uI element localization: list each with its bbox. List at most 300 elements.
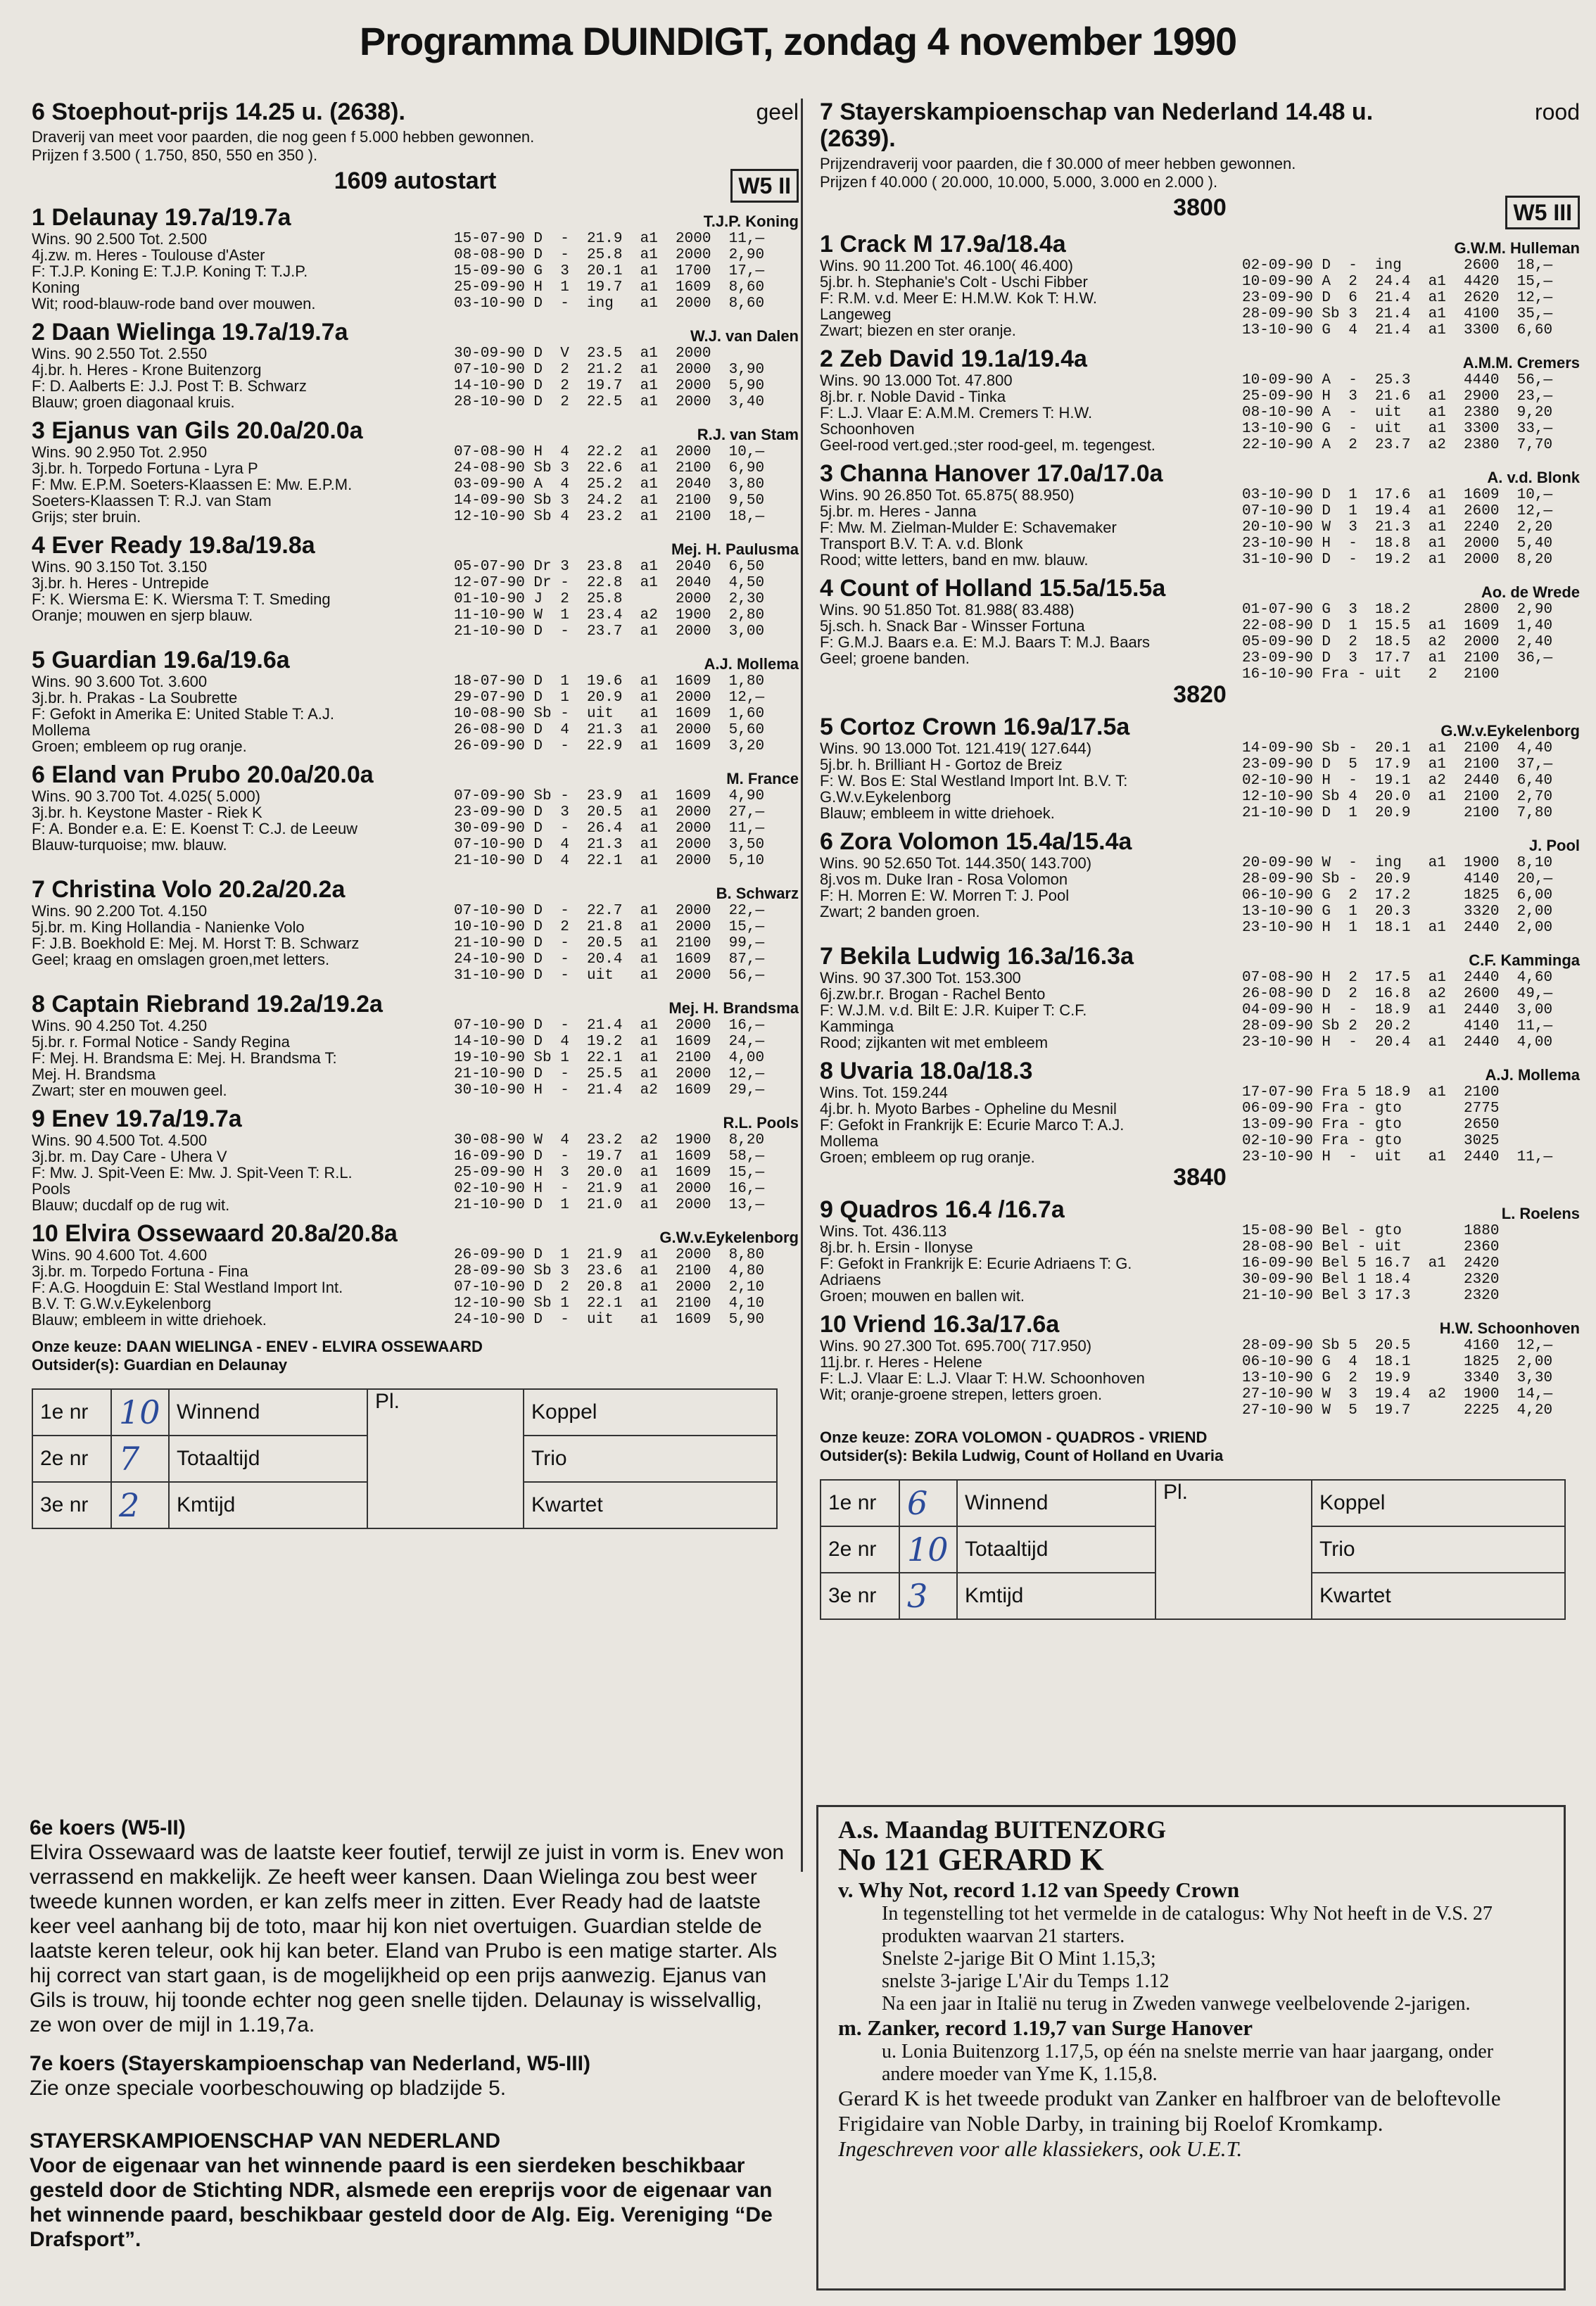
horse-header xyxy=(820,346,1580,372)
result-sheet xyxy=(820,1479,1566,1620)
section-heading: 7e koers (Stayerskampioenschap van Nederland, W5-III) xyxy=(30,2052,590,2075)
result-line: 25-09-90 H 3 21.6 a1 2900 23,— xyxy=(1242,388,1553,405)
horse-results xyxy=(454,559,799,640)
ad-line: v. Why Not, record 1.12 van Speedy Crown xyxy=(838,1877,1240,1902)
horse-body xyxy=(32,444,799,525)
race-title: 7 Stayerskampioenschap van Nederland 14.48 u. (2639). xyxy=(820,99,1374,152)
result-line: 26-09-90 D 1 21.9 a1 2000 8,80 xyxy=(454,1247,765,1263)
horse-name: 5 Guardian 19.6a/19.6a xyxy=(32,647,290,673)
result-line: 19-10-90 Sb 1 22.1 a1 2100 4,00 xyxy=(454,1050,765,1066)
horse-info-line: Blauw; embleem in witte driehoek. xyxy=(32,1311,267,1329)
result-line: 14-09-90 Sb 3 24.2 a1 2100 9,50 xyxy=(454,493,765,509)
trainer: A.J. Mollema xyxy=(704,655,799,673)
horse-name: 1 Delaunay 19.7a/19.7a xyxy=(32,204,291,231)
result-line: 11-10-90 W 1 23.4 a2 1900 2,80 xyxy=(454,607,765,623)
horse-header xyxy=(820,1058,1580,1084)
horse-info-line: Mollema xyxy=(820,1132,879,1150)
result-line: 13-10-90 G - uit a1 3300 33,— xyxy=(1242,421,1553,437)
result-line: 12-10-90 Sb 1 22.1 a1 2100 4,10 xyxy=(454,1295,765,1312)
trainer: T.J.P. Koning xyxy=(703,213,799,230)
result-line: 25-09-90 H 1 19.7 a1 1609 8,60 xyxy=(454,279,765,296)
result-line: 24-10-90 D - 20.4 a1 1609 87,— xyxy=(454,951,765,968)
result-line: 07-10-90 D - 22.7 a1 2000 22,— xyxy=(454,903,765,919)
handwritten-number[interactable]: 3 xyxy=(899,1573,957,1619)
horse-entry xyxy=(820,1311,1580,1419)
horse-results xyxy=(1242,487,1580,568)
result-line: 07-10-90 D 4 21.3 a1 2000 3,50 xyxy=(454,837,765,853)
result-line: 10-10-90 D 2 21.8 a1 2000 15,— xyxy=(454,919,765,935)
distance-row xyxy=(32,165,799,197)
horse-info-line: Wins. 90 26.850 Tot. 65.875( 88.950) xyxy=(820,486,1075,504)
result-line: 24-08-90 Sb 3 22.6 a1 2100 6,90 xyxy=(454,460,765,476)
result-line: 07-10-90 D 1 19.4 a1 2600 12,— xyxy=(1242,503,1553,519)
result-line: 21-10-90 D - 23.7 a1 2000 3,00 xyxy=(454,623,765,640)
horse-info-line: Oranje; mouwen en sjerp blauw. xyxy=(32,607,253,624)
race-header xyxy=(820,99,1580,152)
horse-info-line: Wins. 90 37.300 Tot. 153.300 xyxy=(820,969,1021,987)
horse-results xyxy=(454,788,799,869)
horse-body xyxy=(820,258,1580,338)
horse-entry xyxy=(32,417,799,525)
horse-header xyxy=(820,575,1580,602)
trainer: B. Schwarz xyxy=(716,885,799,902)
horse-info-line: Mollema xyxy=(32,721,91,739)
horse-header xyxy=(32,876,799,903)
horse-body xyxy=(32,1018,799,1098)
race-title: 6 Stoephout-prijs 14.25 u. (2638). xyxy=(32,99,405,125)
trainer: L. Roelens xyxy=(1501,1205,1580,1222)
horse-info-line: Wins. 90 51.850 Tot. 81.988( 83.488) xyxy=(820,601,1075,619)
horse-info xyxy=(820,1223,1242,1304)
result-line: 05-07-90 Dr 3 23.8 a1 2040 6,50 xyxy=(454,559,765,575)
horse-name: 8 Captain Riebrand 19.2a/19.2a xyxy=(32,991,383,1018)
horse-info-line: Wit; rood-blauw-rode band over mouwen. xyxy=(32,295,316,312)
horse-info-line: Wins. 90 2.550 Tot. 2.550 xyxy=(32,345,208,362)
result-line: 03-10-90 D - ing a1 2000 8,60 xyxy=(454,296,765,312)
horse-body xyxy=(32,1132,799,1213)
ad-line: Na een jaar in Italië nu terug in Zweden vanwege veelbelovende 2-jarigen. xyxy=(882,1993,1471,2015)
result-line: 07-10-90 D 2 20.8 a1 2000 2,10 xyxy=(454,1279,765,1295)
horse-info-line: 8j.vos m. Duke Iran - Rosa Volomon xyxy=(820,870,1068,888)
label: Trio xyxy=(1312,1526,1565,1573)
result-line: 29-07-90 D 1 20.9 a1 2000 12,— xyxy=(454,690,765,706)
horse-info-line: 5j.sch. h. Snack Bar - Winsser Fortuna xyxy=(820,617,1085,635)
horse-entry xyxy=(32,1220,799,1328)
horse-info-line: Geel; groene banden. xyxy=(820,650,970,667)
horse-name: 6 Eland van Prubo 20.0a/20.0a xyxy=(32,761,374,788)
horse-info-line: Wins. 90 27.300 Tot. 695.700( 717.950) xyxy=(820,1337,1092,1355)
horse-info xyxy=(32,444,454,525)
horse-info-line: Schoonhoven xyxy=(820,420,915,438)
result-line: 10-09-90 A - 25.3 4440 56,— xyxy=(1242,372,1553,388)
result-line: 23-10-90 H - 18.8 a1 2000 5,40 xyxy=(1242,536,1553,552)
horse-info-line: Pools xyxy=(32,1180,71,1198)
desc-line: Prijzendraverij voor paarden, die f 30.000 of meer hebben gewonnen. xyxy=(820,155,1296,172)
horse-info-line: B.V. T: G.W.v.Eykelenborg xyxy=(32,1295,212,1312)
horse-info-line: G.W.v.Eykelenborg xyxy=(820,788,951,806)
result-line: 14-09-90 Sb - 20.1 a1 2100 4,40 xyxy=(1242,740,1553,756)
horse-info-line: Wins. 90 2.950 Tot. 2.950 xyxy=(32,443,208,461)
handwritten-number[interactable]: 2 xyxy=(111,1482,169,1528)
horse-info-line: F: A.G. Hoogduin E: Stal Westland Import Int. xyxy=(32,1279,343,1296)
trainer: M. France xyxy=(726,770,799,787)
horse-entry xyxy=(32,761,799,869)
horse-name: 7 Bekila Ludwig 16.3a/16.3a xyxy=(820,943,1134,970)
horse-info-line: Wins. 90 4.600 Tot. 4.600 xyxy=(32,1246,208,1264)
horse-results xyxy=(454,1018,799,1098)
horse-info-line: Wins. 90 13.000 Tot. 47.800 xyxy=(820,372,1013,389)
horse-info xyxy=(820,1338,1242,1419)
trainer: C.F. Kamminga xyxy=(1469,951,1580,969)
horse-info xyxy=(820,372,1242,453)
result-line: 23-10-90 H 1 18.1 a1 2440 2,00 xyxy=(1242,920,1553,936)
result-line: 04-09-90 H - 18.9 a1 2440 3,00 xyxy=(1242,1002,1553,1018)
trainer: G.W.v.Eykelenborg xyxy=(1440,722,1580,740)
result-line: 21-10-90 D 1 21.0 a1 2000 13,— xyxy=(454,1197,765,1213)
horse-info-line: 3j.br. h. Heres - Untrepide xyxy=(32,574,209,592)
horse-info-line: F: G.M.J. Baars e.a. E: M.J. Baars T: M.J. Baars xyxy=(820,633,1151,651)
horse-info-line: Soeters-Klaassen T: R.J. van Stam xyxy=(32,492,272,509)
result-line: 23-10-90 H - uit a1 2440 11,— xyxy=(1242,1149,1553,1165)
horse-header xyxy=(820,460,1580,487)
horse-results xyxy=(1242,372,1580,453)
result-line: 23-09-90 D 6 21.4 a1 2620 12,— xyxy=(1242,290,1553,306)
horse-body xyxy=(820,487,1580,568)
trainer: A.J. Mollema xyxy=(1485,1066,1580,1084)
horse-results xyxy=(454,346,799,410)
ad-line: Ingeschreven voor alle klassiekers, ook U.E.T. xyxy=(838,2136,1243,2161)
trainer: J. Pool xyxy=(1528,837,1580,854)
result-line: 16-10-90 Fra - uit 2 2100 xyxy=(1242,666,1500,683)
horse-name: 9 Quadros 16.4 /16.7a xyxy=(820,1196,1065,1223)
advertisement xyxy=(816,1805,1566,2291)
race-6-column xyxy=(32,99,799,1529)
horse-name: 2 Zeb David 19.1a/19.4a xyxy=(820,346,1087,372)
distance-subheader: 3820 xyxy=(1173,681,1227,708)
horse-name: 3 Channa Hanover 17.0a/17.0a xyxy=(820,460,1163,487)
horse-results xyxy=(454,903,799,984)
horse-entry xyxy=(32,991,799,1098)
result-line: 16-09-90 Bel 5 16.7 a1 2420 xyxy=(1242,1255,1500,1272)
result-line: 08-10-90 A - uit a1 2380 9,20 xyxy=(1242,405,1553,421)
result-line: 30-09-90 Bel 1 18.4 2320 xyxy=(1242,1272,1500,1288)
horse-entry xyxy=(820,346,1580,453)
label: Winnend xyxy=(169,1389,367,1436)
horse-name: 10 Elvira Ossewaard 20.8a/20.8a xyxy=(32,1220,398,1247)
horse-info-line: Blauw-turquoise; mw. blauw. xyxy=(32,836,227,854)
horse-header xyxy=(32,991,799,1018)
horse-list xyxy=(820,231,1580,1419)
horse-header xyxy=(820,1196,1580,1223)
nr-label: 2e nr xyxy=(821,1526,899,1573)
horse-info-line: F: W.J.M. v.d. Bilt E: J.R. Kuiper T: C.F. xyxy=(820,1001,1087,1019)
handwritten-number[interactable]: 6 xyxy=(899,1480,957,1526)
horse-name: 8 Uvaria 18.0a/18.3 xyxy=(820,1058,1033,1084)
label: Totaaltijd xyxy=(169,1436,367,1482)
horse-info-line: 5j.br. h. Stephanie's Colt - Uschi Fibber xyxy=(820,273,1088,291)
horse-info-line: Mej. H. Brandsma xyxy=(32,1065,156,1083)
horse-header xyxy=(32,647,799,673)
paragraph: Voor de eigenaar van het winnende paard is een sierdeken beschikbaar gesteld door de Stichting NDR, alsmede een ereprijs voor de eigenaar van het winnende paard, beschikbaar gesteld door de Alg. Eig. Vereniging “De Drafsport”. xyxy=(30,2154,773,2251)
horse-info-line: 5j.br. r. Formal Notice - Sandy Regina xyxy=(32,1033,290,1051)
result-line: 17-07-90 Fra 5 18.9 a1 2100 xyxy=(1242,1084,1500,1101)
horse-info-line: Wit; oranje-groene strepen, letters groen. xyxy=(820,1386,1103,1403)
horse-info-line: F: K. Wiersma E: K. Wiersma T: T. Smeding xyxy=(32,590,331,608)
horse-info-line: F: J.B. Boekhold E: Mej. M. Horst T: B. Schwarz xyxy=(32,935,360,952)
trainer: A.M.M. Cremers xyxy=(1462,354,1580,372)
horse-info xyxy=(820,855,1242,936)
result-line: 15-07-90 D - 21.9 a1 2000 11,— xyxy=(454,231,765,247)
horse-info-line: F: T.J.P. Koning E: T.J.P. Koning T: T.J.P. xyxy=(32,262,308,280)
horse-entry xyxy=(820,231,1580,338)
nr-label: 2e nr xyxy=(32,1436,111,1482)
result-line: 30-09-90 D - 26.4 a1 2000 11,— xyxy=(454,821,765,837)
horse-results xyxy=(1242,1084,1580,1165)
result-line: 23-09-90 D 3 17.7 a1 2100 36,— xyxy=(1242,650,1553,666)
horse-results xyxy=(1242,1223,1580,1304)
horse-info-line: Wins. Tot. 159.244 xyxy=(820,1084,948,1101)
horse-info-line: 3j.br. h. Keystone Master - Riek K xyxy=(32,804,262,821)
ad-line: m. Zanker, record 1.19,7 van Surge Hanover xyxy=(838,2015,1253,2040)
horse-entry xyxy=(32,647,799,754)
horse-entry xyxy=(32,1106,799,1213)
result-line: 07-10-90 D - 21.4 a1 2000 16,— xyxy=(454,1018,765,1034)
horse-info-line: F: Mw. J. Spit-Veen E: Mw. J. Spit-Veen T: R.L. xyxy=(32,1164,353,1181)
horse-info-line: Wins. 90 3.150 Tot. 3.150 xyxy=(32,558,208,576)
race-header xyxy=(32,99,799,125)
horse-name: 5 Cortoz Crown 16.9a/17.5a xyxy=(820,714,1130,740)
result-line: 28-09-90 Sb 3 23.6 a1 2100 4,80 xyxy=(454,1263,765,1279)
horse-info-line: 6j.zw.br.r. Brogan - Rachel Bento xyxy=(820,985,1046,1003)
result-line: 28-10-90 D 2 22.5 a1 2000 3,40 xyxy=(454,394,765,410)
result-line: 06-10-90 G 4 18.1 1825 2,00 xyxy=(1242,1354,1553,1370)
nr-label: 3e nr xyxy=(32,1482,111,1528)
distance-row xyxy=(820,191,1580,224)
horse-results xyxy=(454,444,799,525)
column-divider xyxy=(801,99,803,1872)
result-line: 26-08-90 D 2 16.8 a2 2600 49,— xyxy=(1242,986,1553,1002)
horse-results xyxy=(1242,258,1580,338)
horse-info xyxy=(32,1247,454,1328)
handwritten-number[interactable]: 7 xyxy=(111,1436,169,1482)
desc-line: Draverij van meet voor paarden, die nog geen f 5.000 hebben gewonnen. xyxy=(32,128,535,146)
trainer: R.J. van Stam xyxy=(697,426,799,443)
horse-info-line: Wins. 90 4.250 Tot. 4.250 xyxy=(32,1017,208,1034)
result-line: 01-10-90 J 2 25.8 2000 2,30 xyxy=(454,591,765,607)
result-line: 13-10-90 G 2 19.9 3340 3,30 xyxy=(1242,1370,1553,1386)
horse-info-line: F: R.M. v.d. Meer E: H.M.W. Kok T: H.W. xyxy=(820,289,1098,307)
horse-body xyxy=(32,673,799,754)
horse-body xyxy=(820,970,1580,1051)
nr-label: 3e nr xyxy=(821,1573,899,1619)
horse-info-line: Groen; embleem op rug oranje. xyxy=(820,1148,1035,1166)
result-line: 28-09-90 Sb 2 20.2 4140 11,— xyxy=(1242,1018,1553,1034)
horse-name: 2 Daan Wielinga 19.7a/19.7a xyxy=(32,319,348,346)
result-line: 01-07-90 G 3 18.2 2800 2,90 xyxy=(1242,602,1553,618)
horse-body xyxy=(32,346,799,410)
horse-info xyxy=(820,740,1242,821)
horse-info xyxy=(32,231,454,312)
result-line: 21-10-90 D 1 20.9 2100 7,80 xyxy=(1242,805,1553,821)
result-line: 13-10-90 G 4 21.4 a1 3300 6,60 xyxy=(1242,322,1553,338)
label: Pl. xyxy=(1155,1480,1312,1619)
ad-line: snelste 3-jarige L'Air du Temps 1.12 xyxy=(882,1970,1170,1992)
result-line: 28-09-90 Sb 5 20.5 4160 12,— xyxy=(1242,1338,1553,1354)
horse-body xyxy=(32,559,799,640)
horse-info-line: 5j.br. h. Brilliant H - Gortoz de Breiz xyxy=(820,756,1063,773)
horse-info-line: Langeweg xyxy=(820,305,892,323)
horse-entry xyxy=(820,1196,1580,1304)
horse-entry xyxy=(820,828,1580,936)
horse-results xyxy=(454,231,799,312)
label: Koppel xyxy=(524,1389,777,1436)
class-badge: W5 II xyxy=(730,169,799,203)
horse-list xyxy=(32,204,799,1328)
horse-body xyxy=(32,1247,799,1328)
horse-info-line: 4j.zw. m. Heres - Toulouse d'Aster xyxy=(32,246,265,264)
horse-body xyxy=(820,1223,1580,1304)
horse-info-line: 11j.br. r. Heres - Helene xyxy=(820,1353,982,1371)
horse-entry xyxy=(820,575,1580,683)
result-line: 07-10-90 D 2 21.2 a1 2000 3,90 xyxy=(454,362,765,378)
horse-header xyxy=(820,231,1580,258)
label: Koppel xyxy=(1312,1480,1565,1526)
horse-info-line: Rood; witte letters, band en mw. blauw. xyxy=(820,551,1089,569)
horse-results xyxy=(1242,1338,1580,1419)
horse-info-line: 4j.br. h. Heres - Krone Buitenzorg xyxy=(32,361,262,379)
horse-info-line: Grijs; ster bruin. xyxy=(32,508,141,526)
pick-text: Onze keuze: ZORA VOLOMON - QUADROS - VRIEND xyxy=(820,1428,1208,1446)
horse-info xyxy=(32,1018,454,1098)
pick-text: Onze keuze: DAAN WIELINGA - ENEV - ELVIRA OSSEWAARD xyxy=(32,1338,483,1355)
horse-info-line: 8j.br. h. Ersin - Ilonyse xyxy=(820,1238,973,1256)
distance-subheader: 3840 xyxy=(1173,1164,1227,1191)
horse-info-line: Koning xyxy=(32,279,80,296)
ad-headline: No 121 GERARD K xyxy=(838,1842,1104,1877)
result-line: 02-10-90 H - 19.1 a2 2440 6,40 xyxy=(1242,773,1553,789)
trainer: W.J. van Dalen xyxy=(690,327,799,345)
horse-entry xyxy=(32,532,799,640)
horse-body xyxy=(820,740,1580,821)
result-line: 22-08-90 D 1 15.5 a1 1609 1,40 xyxy=(1242,618,1553,634)
horse-body xyxy=(32,231,799,312)
result-line: 23-09-90 D 3 20.5 a1 2000 27,— xyxy=(454,804,765,821)
horse-info-line: Geel; kraag en omslagen groen,met letters. xyxy=(32,951,330,968)
horse-info-line: F: Gefokt in Frankrijk E: Ecurie Marco T: A.J. xyxy=(820,1116,1125,1134)
horse-info-line: Rood; zijkanten wit met embleem xyxy=(820,1034,1049,1051)
result-line: 21-10-90 Bel 3 17.3 2320 xyxy=(1242,1288,1500,1304)
trainer: Mej. H. Paulusma xyxy=(671,540,799,558)
result-line: 28-08-90 Bel - uit 2360 xyxy=(1242,1239,1500,1255)
horse-header xyxy=(32,532,799,559)
label: Kwartet xyxy=(524,1482,777,1528)
horse-info-line: Zwart; 2 banden groen. xyxy=(820,903,980,920)
horse-info xyxy=(32,903,454,984)
horse-info-line: F: L.J. Vlaar E: A.M.M. Cremers T: H.W. xyxy=(820,404,1093,422)
horse-entry xyxy=(820,460,1580,568)
result-line: 30-08-90 W 4 23.2 a2 1900 8,20 xyxy=(454,1132,765,1148)
result-line: 25-09-90 H 3 20.0 a1 1609 15,— xyxy=(454,1165,765,1181)
horse-entry xyxy=(32,204,799,312)
horse-name: 6 Zora Volomon 15.4a/15.4a xyxy=(820,828,1132,855)
result-line: 18-07-90 D 1 19.6 a1 1609 1,80 xyxy=(454,673,765,690)
horse-body xyxy=(32,903,799,984)
horse-entry xyxy=(820,943,1580,1051)
result-line: 12-10-90 Sb 4 23.2 a1 2100 18,— xyxy=(454,509,765,525)
handwritten-number[interactable]: 10 xyxy=(899,1526,957,1573)
result-line: 27-10-90 W 5 19.7 2225 4,20 xyxy=(1242,1402,1553,1419)
horse-info-line: 5j.br. m. Heres - Janna xyxy=(820,502,977,520)
label: Totaaltijd xyxy=(957,1526,1155,1573)
result-line: 13-10-90 G 1 20.3 3320 2,00 xyxy=(1242,904,1553,920)
horse-body xyxy=(820,1084,1580,1165)
trainer: Ao. de Wrede xyxy=(1481,583,1580,601)
horse-results xyxy=(454,1132,799,1213)
result-line: 23-09-90 D 5 17.9 a1 2100 37,— xyxy=(1242,756,1553,773)
label: Kmtijd xyxy=(957,1573,1155,1619)
horse-info-line: Blauw; embleem in witte driehoek. xyxy=(820,804,1055,822)
horse-info xyxy=(820,487,1242,568)
horse-results xyxy=(1242,740,1580,821)
handwritten-number[interactable]: 10 xyxy=(111,1389,169,1436)
horse-info-line: F: Gefokt in Frankrijk E: Ecurie Adriaens T: G. xyxy=(820,1255,1132,1272)
our-pick xyxy=(820,1428,1580,1465)
race-color: geel xyxy=(756,99,799,125)
result-line: 26-09-90 D - 22.9 a1 1609 3,20 xyxy=(454,738,765,754)
paragraph: Elvira Ossewaard was de laatste keer foutief, terwijl ze juist in vorm is. Enev won verrassend en makkelijk. Ze heeft weer kansen. Daan Wielinga zou best weer tweede kunnen worden, er kan zelfs meer in zitten. Ever Ready had de laatste keer veel aanhang bij de toto, maar hij kon niet overtuigen. Guardian stelde de laatste keren teleur, ook hij kan beter. Eland van Prubo is een matige starter. Als hij correct van start gaan, is de mogelijkheid op een prijs aanwezig. Ejanus van Gils is trouw, hij toonde echter nog geen snelle tijden. Delaunay is wisselvallig, ze won over de mijl in 1.19,7a. xyxy=(30,1841,785,2036)
ad-line: Gerard K is het tweede produkt van Zanker en halfbroer van de beloftevolle Frigidaire van Noble Darby, in training bij Roelof Kromkamp. xyxy=(838,2086,1501,2136)
page-title: Programma DUINDIGT, zondag 4 november 1990 xyxy=(359,19,1237,63)
horse-name: 7 Christina Volo 20.2a/20.2a xyxy=(32,876,346,903)
result-line: 23-10-90 H - 20.4 a1 2440 4,00 xyxy=(1242,1034,1553,1051)
horse-info-line: 3j.br. h. Prakas - La Soubrette xyxy=(32,689,238,707)
result-line: 10-09-90 A 2 24.4 a1 4420 15,— xyxy=(1242,274,1553,290)
desc-line: Prijzen f 40.000 ( 20.000, 10.000, 5.000, 3.000 en 2.000 ). xyxy=(820,173,1218,191)
result-line: 07-09-90 Sb - 23.9 a1 1609 4,90 xyxy=(454,788,765,804)
horse-info-line: F: H. Morren E: W. Morren T: J. Pool xyxy=(820,887,1070,904)
ad-block xyxy=(838,1903,1544,2015)
race-7-column xyxy=(820,99,1580,1620)
result-line: 02-10-90 H - 21.9 a1 2000 16,— xyxy=(454,1181,765,1197)
horse-body xyxy=(820,602,1580,683)
horse-info-line: F: A. Bonder e.a. E: E. Koenst T: C.J. de Leeuw xyxy=(32,820,358,837)
horse-info xyxy=(820,602,1242,683)
outsider-text: Outsider(s): Bekila Ludwig, Count of Holland en Uvaria xyxy=(820,1447,1224,1464)
horse-info-line: 8j.br. r. Noble David - Tinka xyxy=(820,388,1006,405)
paragraph: Zie onze speciale voorbeschouwing op bladzijde 5. xyxy=(30,2077,507,2100)
trainer: Mej. H. Brandsma xyxy=(669,999,799,1017)
result-line: 12-07-90 Dr - 22.8 a1 2040 4,50 xyxy=(454,575,765,591)
horse-info-line: F: Gefokt in Amerika E: United Stable T: A.J. xyxy=(32,705,335,723)
horse-header xyxy=(32,761,799,788)
horse-info-line: F: L.J. Vlaar E: L.J. Vlaar T: H.W. Schoonhoven xyxy=(820,1369,1145,1387)
result-line: 21-10-90 D 4 22.1 a1 2000 5,10 xyxy=(454,853,765,869)
race-color: rood xyxy=(1534,99,1580,125)
result-line: 15-09-90 G 3 20.1 a1 1700 17,— xyxy=(454,263,765,279)
trainer: A. v.d. Blonk xyxy=(1487,469,1580,486)
horse-info-line: Wins. 90 2.200 Tot. 4.150 xyxy=(32,902,208,920)
horse-info-line: Kamminga xyxy=(820,1018,894,1035)
commentary xyxy=(30,1816,786,2252)
horse-header xyxy=(32,1106,799,1132)
label: Kmtijd xyxy=(169,1482,367,1528)
horse-info xyxy=(32,559,454,640)
horse-body xyxy=(820,855,1580,936)
horse-info-line: Wins. 90 11.200 Tot. 46.100( 46.400) xyxy=(820,257,1073,274)
result-line: 20-10-90 W 3 21.3 a1 2240 2,20 xyxy=(1242,519,1553,536)
result-line: 16-09-90 D - 19.7 a1 1609 58,— xyxy=(454,1148,765,1165)
horse-info-line: F: Mej. H. Brandsma E: Mej. H. Brandsma T: xyxy=(32,1049,337,1067)
